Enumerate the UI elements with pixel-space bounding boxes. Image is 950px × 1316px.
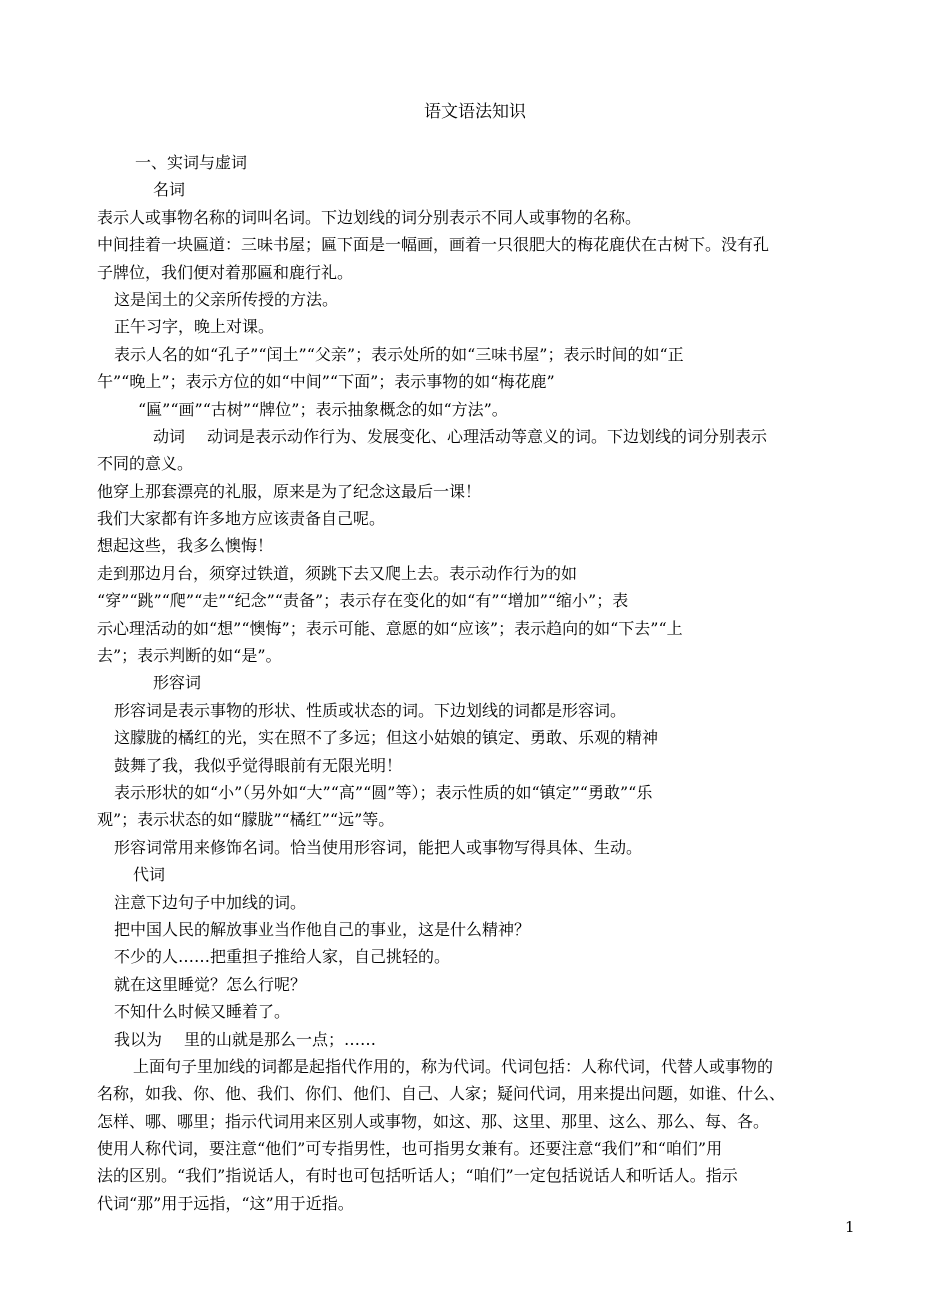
text-line: 不同的意义。	[97, 454, 194, 474]
adjective-heading: 形容词	[153, 673, 202, 693]
text-line: 形容词是表示事物的形状、性质或状态的词。下边划线的词都是形容词。	[114, 700, 627, 720]
text-line: 注意下边句子中加线的词。	[114, 892, 307, 912]
text-segment: 里的山就是那么一点；……	[184, 1029, 377, 1049]
document-title: 语文语法知识	[424, 102, 526, 122]
text-line: 正午习字，晚上对课。	[114, 317, 275, 337]
page-number: 1	[845, 1218, 855, 1236]
document-body	[97, 149, 855, 1217]
text-line: 想起这些，我多么懊悔！	[97, 536, 274, 556]
text-line: 这是闰土的父亲所传授的方法。	[114, 289, 339, 309]
text-line: 代词“那”用于远指，“这”用于近指。	[97, 1193, 354, 1213]
text-line: 午”“晚上”；表示方位的如“中间”“下面”；表示事物的如“梅花鹿”	[97, 372, 555, 392]
text-line: 观”；表示状态的如“朦胧”“橘红”“远”等。	[97, 810, 395, 830]
text-line: 去”；表示判断的如“是”。	[97, 646, 282, 666]
text-line: 不知什么时候又睡着了。	[114, 1002, 291, 1022]
text-line: 表示人或事物名称的词叫名词。下边划线的词分别表示不同人或事物的名称。	[97, 207, 642, 227]
text-line: “匾”“画”“古树”“牌位”；表示抽象概念的如“方法”。	[138, 399, 508, 419]
text-line: 动词是表示动作行为、发展变化、心理活动等意义的词。下边划线的词分别表示	[207, 426, 768, 446]
text-line: 中间挂着一块匾道：三味书屋；匾下面是一幅画，画着一只很肥大的梅花鹿伏在古树下。没有孔	[97, 235, 770, 255]
text-line: 把中国人民的解放事业当作他自己的事业，这是什么精神？	[114, 919, 531, 939]
text-line: 这朦胧的橘红的光，实在照不了多远；但这小姑娘的镇定、勇敢、乐观的精神	[114, 728, 659, 748]
text-line: 名称，如我、你、他、我们、你们、他们、自己、人家；疑问代词，用来提出问题，如谁、什么、	[97, 1084, 786, 1104]
text-line: 鼓舞了我，我似乎觉得眼前有无限光明！	[114, 755, 403, 775]
text-line: 示心理活动的如“想”“懊悔”；表示可能、意愿的如“应该”；表示趋向的如“下去”“上	[97, 618, 683, 638]
text-line: 表示形状的如“小”（另外如“大”“高”“圆”等）；表示性质的如“镇定”“勇敢”“乐	[114, 782, 653, 802]
text-line	[97, 1026, 855, 1053]
text-line: “穿”“跳”“爬”“走”“纪念”“责备”；表示存在变化的如“有”“增加”“缩小”；表	[97, 591, 629, 611]
text-line: 就在这里睡觉？怎么行呢？	[114, 974, 307, 994]
text-line: 上面句子里加线的词都是起指代作用的，称为代词。代词包括：人称代词，代替人或事物的	[133, 1056, 774, 1076]
text-segment: 我以为	[114, 1029, 163, 1049]
text-line: 我们大家都有许多地方应该责备自己呢。	[97, 509, 386, 529]
pronoun-heading: 代词	[133, 865, 166, 885]
text-line: 不少的人……把重担子推给人家，自己挑轻的。	[114, 947, 451, 967]
text-line: 法的区别。“我们”指说话人，有时也可包括听话人；“咱们”一定包括说话人和听话人。指示	[97, 1166, 738, 1186]
noun-heading: 名词	[153, 180, 186, 200]
verb-heading: 动词	[153, 426, 186, 446]
text-line: 使用人称代词，要注意“他们”可专指男性，也可指男女兼有。还要注意“我们”和“咱们”用	[97, 1139, 723, 1159]
section-heading: 一、实词与虚词	[135, 153, 248, 172]
text-line: 他穿上那套漂亮的礼服，原来是为了纪念这最后一课！	[97, 481, 482, 501]
text-line: 走到那边月台，须穿过铁道，须跳下去又爬上去。表示动作行为的如	[97, 563, 578, 583]
verb-line	[97, 423, 855, 450]
text-line: 怎样、哪、哪里；指示代词用来区别人或事物，如这、那、这里、那里、这么、那么、每、各。	[97, 1111, 770, 1131]
text-line: 子牌位，我们便对着那匾和鹿行礼。	[97, 262, 354, 282]
text-line: 形容词常用来修饰名词。恰当使用形容词，能把人或事物写得具体、生动。	[114, 837, 643, 857]
text-line: 表示人名的如“孔子”“闰土”“父亲”；表示处所的如“三味书屋”；表示时间的如“正	[114, 344, 684, 364]
